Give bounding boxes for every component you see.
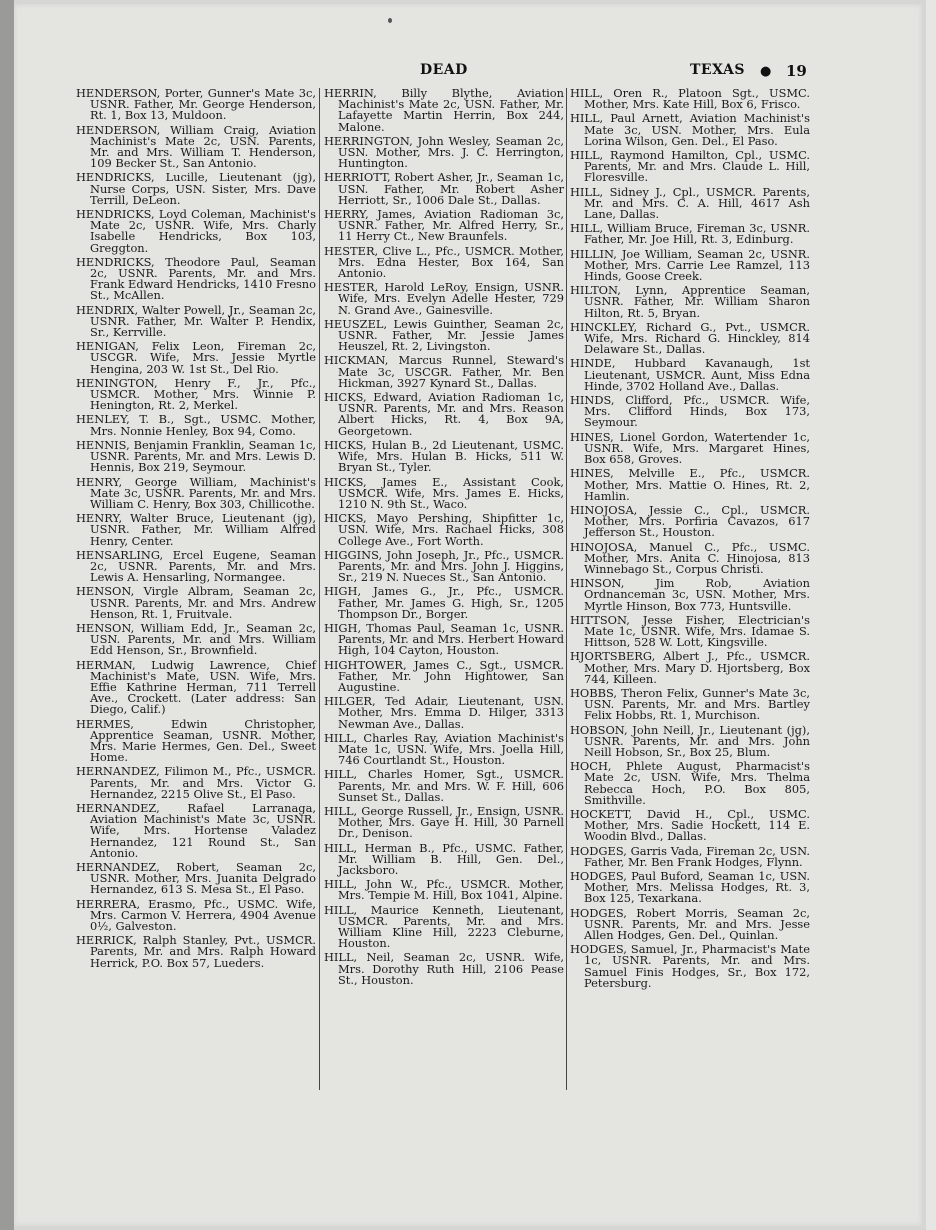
casualty-entry: HENDERSON, Porter, Gunner's Mate 3c, USNR. Father, Mr. George Henderson, Rt. 1, Box 13, Muldoon. xyxy=(76,86,316,123)
casualty-entry: HIGGINS, John Joseph, Jr., Pfc., USMCR. Parents, Mr. and Mrs. John J. Higgins, Sr., 219 N. Nueces St., San Antonio. xyxy=(324,547,564,585)
casualty-entry: HODGES, Robert Morris, Seaman 2c, USNR. Parents, Mr. and Mrs. Jesse Allen Hodges, Gen. Del., Quinlan. xyxy=(570,905,810,943)
casualty-entry: HILL, George Russell, Jr., Ensign, USNR. Mother, Mrs. Gaye H. Hill, 30 Parnell Dr., Denison. xyxy=(324,803,564,841)
column-1 xyxy=(76,88,316,972)
casualty-entry: HENIGAN, Felix Leon, Fireman 2c, USCGR. Wife, Mrs. Jessie Myrtle Hengina, 203 W. 1st St., Del Rio. xyxy=(76,339,316,376)
casualty-entry: HERMAN, Ludwig Lawrence, Chief Machinist's Mate, USN. Wife, Mrs. Effie Kathrine Herman, 711 Terrell Ave., Crockett. (Later address: San Diego, Calif.) xyxy=(76,657,316,717)
bullet-icon: ● xyxy=(760,64,772,79)
dust-speck xyxy=(388,18,392,23)
page-header xyxy=(14,62,922,84)
casualty-entry: HINES, Melville E., Pfc., USMCR. Mother, Mrs. Mattie O. Hines, Rt. 2, Hamlin. xyxy=(570,466,810,503)
casualty-entry: HERNANDEZ, Robert, Seaman 2c, USNR. Mother, Mrs. Juanita Delgrado Hernandez, 613 S. Mesa St., El Paso. xyxy=(76,860,316,897)
casualty-entry: HODGES, Garris Vada, Fireman 2c, USN. Father, Mr. Ben Frank Hodges, Flynn. xyxy=(570,843,810,869)
column-3 xyxy=(570,88,810,992)
casualty-entry: HOBBS, Theron Felix, Gunner's Mate 3c, USN. Parents, Mr. and Mrs. Bartley Felix Hobbs, Rt. 1, Murchison. xyxy=(570,685,810,723)
casualty-entry: HICKMAN, Marcus Runnel, Steward's Mate 3c, USCGR. Father, Mr. Ben Hickman, 3927 Kynard St., Dallas. xyxy=(324,353,564,390)
casualty-entry: HENSARLING, Ercel Eugene, Seaman 2c, USNR. Parents, Mr. and Mrs. Lewis A. Hensarling, Normangee. xyxy=(76,547,316,585)
casualty-entry: HINDE, Hubbard Kavanaugh, 1st Lieutenant, USMCR. Aunt, Miss Edna Hinde, 3702 Holland Ave., Dallas. xyxy=(570,356,810,393)
column-2 xyxy=(324,88,564,989)
casualty-entry: HODGES, Samuel, Jr., Pharmacist's Mate 1c, USNR. Parents, Mr. and Mrs. Samuel Finis Hodges, Sr., Box 172, Petersburg. xyxy=(570,942,810,990)
casualty-entry: HILL, Oren R., Platoon Sgt., USMC. Mother, Mrs. Kate Hill, Box 6, Frisco. xyxy=(570,86,810,112)
casualty-entry: HILL, Maurice Kenneth, Lieutenant, USMCR. Parents, Mr. and Mrs. William Kline Hill, 2223 Cleburne, Houston. xyxy=(324,902,564,951)
casualty-entry: HINOJOSA, Manuel C., Pfc., USMC. Mother, Mrs. Anita C. Hinojosa, 813 Winnebago St., Corpus Christi. xyxy=(570,539,810,576)
casualty-entry: HJORTSBERG, Albert J., Pfc., USMCR. Mother, Mrs. Mary D. Hjortsberg, Box 744, Killeen. xyxy=(570,649,810,686)
casualty-entry: HILL, Paul Arnett, Aviation Machinist's Mate 3c, USN. Mother, Mrs. Eula Lorina Wilson, Gen. Del., El Paso. xyxy=(570,111,810,148)
casualty-entry: HILL, Raymond Hamilton, Cpl., USMC. Parents, Mr. and Mrs. Claude L. Hill, Floresville. xyxy=(570,148,810,185)
casualty-entry: HENSON, William Edd, Jr., Seaman 2c, USN. Parents, Mr. and Mrs. William Edd Henson, Sr., Brownfield. xyxy=(76,620,316,658)
casualty-entry: HERRINGTON, John Wesley, Seaman 2c, USN. Mother, Mrs. J. C. Herrington, Huntington. xyxy=(324,133,564,171)
casualty-entry: HOCH, Phlete August, Pharmacist's Mate 2c, USN. Wife, Mrs. Thelma Rebecca Hoch, P.O. Box 805, Smithville. xyxy=(570,759,810,807)
casualty-entry: HILTON, Lynn, Apprentice Seaman, USNR. Father, Mr. William Sharon Hilton, Rt. 5, Bryan. xyxy=(570,283,810,320)
casualty-entry: HIGH, James G., Jr., Pfc., USMCR. Father, Mr. James G. High, Sr., 1205 Thompson Dr., Borger. xyxy=(324,584,564,621)
document-page xyxy=(14,4,922,1226)
casualty-entry: HENSON, Virgle Albram, Seaman 2c, USNR. Parents, Mr. and Mrs. Andrew Henson, Rt. 1, Fruitvale. xyxy=(76,584,316,621)
casualty-entry: HENDRICKS, Lucille, Lieutenant (jg), Nurse Corps, USN. Sister, Mrs. Dave Terrill, DeLeon. xyxy=(76,170,316,207)
casualty-entry: HENINGTON, Henry F., Jr., Pfc., USMCR. Mother, Mrs. Winnie P. Henington, Rt. 2, Merkel. xyxy=(76,375,316,413)
scan-edge-right xyxy=(926,0,936,1230)
casualty-entry: HERRY, James, Aviation Radioman 3c, USNR. Father, Mr. Alfred Herry, Sr., 11 Herry Ct., New Braunfels. xyxy=(324,207,564,244)
casualty-entry: HENNIS, Benjamin Franklin, Seaman 1c, USNR. Parents, Mr. and Mrs. Lewis D. Hennis, Box 219, Seymour. xyxy=(76,437,316,475)
casualty-entry: HERRIOTT, Robert Asher, Jr., Seaman 1c, USN. Father, Mr. Robert Asher Herriott, Sr., 1006 Dale St., Dallas. xyxy=(324,170,564,207)
casualty-entry: HILLIN, Joe William, Seaman 2c, USNR. Mother, Mrs. Carrie Lee Ramzel, 113 Hinds, Goose Creek. xyxy=(570,246,810,284)
column-divider xyxy=(319,88,320,1090)
casualty-entry: HESTER, Clive L., Pfc., USMCR. Mother, Mrs. Edna Hester, Box 164, San Antonio. xyxy=(324,243,564,281)
casualty-entry: HILL, William Bruce, Fireman 3c, USNR. Father, Mr. Joe Hill, Rt. 3, Edinburg. xyxy=(570,221,810,247)
casualty-entry: HERRICK, Ralph Stanley, Pvt., USMCR. Parents, Mr. and Mrs. Ralph Howard Herrick, P.O. Box 57, Lueders. xyxy=(76,933,316,970)
casualty-entry: HIGH, Thomas Paul, Seaman 1c, USNR. Parents, Mr. and Mrs. Herbert Howard High, 104 Cayton, Houston. xyxy=(324,620,564,658)
casualty-entry: HINSON, Jim Rob, Aviation Ordnanceman 3c, USN. Mother, Mrs. Myrtle Hinson, Box 773, Huntsville. xyxy=(570,576,810,613)
casualty-entry: HOBSON, John Neill, Jr., Lieutenant (jg), USNR. Parents, Mr. and Mrs. John Neill Hobson, Sr., Box 25, Blum. xyxy=(570,722,810,759)
casualty-entry: HESTER, Harold LeRoy, Ensign, USNR. Wife, Mrs. Evelyn Adelle Hester, 729 N. Grand Ave., Gainesville. xyxy=(324,280,564,317)
casualty-entry: HICKS, Hulan B., 2d Lieutenant, USMC. Wife, Mrs. Hulan B. Hicks, 511 W. Bryan St., Tyler. xyxy=(324,437,564,475)
casualty-entry: HODGES, Paul Buford, Seaman 1c, USN. Mother, Mrs. Melissa Hodges, Rt. 3, Box 125, Texarkana. xyxy=(570,869,810,906)
casualty-entry: HENDRIX, Walter Powell, Jr., Seaman 2c, USNR. Father, Mr. Walter P. Hendix, Sr., Kerrville. xyxy=(76,302,316,340)
casualty-entry: HILGER, Ted Adair, Lieutenant, USN. Mother, Mrs. Emma D. Hilger, 3313 Newman Ave., Dallas. xyxy=(324,694,564,731)
column-divider xyxy=(566,88,567,1090)
casualty-entry: HICKS, Edward, Aviation Radioman 1c, USNR. Parents, Mr. and Mrs. Reason Albert Hicks, Rt. 4, Box 9A, Georgetown. xyxy=(324,390,564,438)
casualty-entry: HENDERSON, William Craig, Aviation Machinist's Mate 2c, USN. Parents, Mr. and Mrs. William T. Henderson, 109 Becker St., San Antonio. xyxy=(76,122,316,171)
page-number: 19 xyxy=(786,62,807,80)
casualty-entry: HICKS, James E., Assistant Cook, USMCR. Wife, Mrs. James E. Hicks, 1210 N. 9th St., Waco. xyxy=(324,474,564,511)
casualty-entry: HERMES, Edwin Christopher, Apprentice Seaman, USNR. Mother, Mrs. Marie Hermes, Gen. Del., Sweet Home. xyxy=(76,716,316,765)
casualty-entry: HERRERA, Erasmo, Pfc., USMC. Wife, Mrs. Carmon V. Herrera, 4904 Avenue 0½, Galveston. xyxy=(76,896,316,934)
casualty-entry: HINES, Lionel Gordon, Watertender 1c, USNR. Wife, Mrs. Margaret Hines, Box 658, Groves. xyxy=(570,429,810,467)
casualty-entry: HILL, Charles Homer, Sgt., USMCR. Parents, Mr. and Mrs. W. F. Hill, 606 Sunset St., Dallas. xyxy=(324,767,564,804)
casualty-entry: HICKS, Mayo Pershing, Shipfitter 1c, USN. Wife, Mrs. Rachael Hicks, 308 College Ave., Fort Worth. xyxy=(324,511,564,548)
scan-edge-left xyxy=(0,0,14,1230)
casualty-entry: HILL, Charles Ray, Aviation Machinist's Mate 1c, USN. Wife, Mrs. Joella Hill, 746 Courtlandt St., Houston. xyxy=(324,730,564,768)
casualty-entry: HERRIN, Billy Blythe, Aviation Machinist's Mate 2c, USN. Father, Mr. Lafayette Martin Herrin, Box 244, Malone. xyxy=(324,86,564,134)
casualty-entry: HIGHTOWER, James C., Sgt., USMCR. Father, Mr. John Hightower, San Augustine. xyxy=(324,657,564,694)
casualty-entry: HINCKLEY, Richard G., Pvt., USMCR. Wife, Mrs. Richard G. Hinckley, 814 Delaware St., Dallas. xyxy=(570,319,810,357)
casualty-entry: HEUSZEL, Lewis Guinther, Seaman 2c, USNR. Father, Mr. Jessie James Heuszel, Rt. 2, Livingston. xyxy=(324,316,564,354)
casualty-entry: HILL, Neil, Seaman 2c, USNR. Wife, Mrs. Dorothy Ruth Hill, 2106 Pease St., Houston. xyxy=(324,950,564,987)
casualty-entry: HOCKETT, David H., Cpl., USMC. Mother, Mrs. Sadie Hockett, 114 E. Woodin Blvd., Dallas. xyxy=(570,806,810,844)
section-title: DEAD xyxy=(420,62,468,78)
casualty-entry: HILL, John W., Pfc., USMCR. Mother, Mrs. Tempie M. Hill, Box 1041, Alpine. xyxy=(324,877,564,903)
casualty-entry: HENRY, George William, Machinist's Mate 3c, USNR. Parents, Mr. and Mrs. William C. Henry, Box 303, Chillicothe. xyxy=(76,474,316,511)
casualty-entry: HITTSON, Jesse Fisher, Electrician's Mate 1c, USNR. Wife, Mrs. Idamae S. Hittson, 528 W. Lott, Kingsville. xyxy=(570,612,810,650)
casualty-entry: HILL, Sidney J., Cpl., USMCR. Parents, Mr. and Mrs. C. A. Hill, 4617 Ash Lane, Dallas. xyxy=(570,184,810,222)
casualty-entry: HENRY, Walter Bruce, Lieutenant (jg), USNR. Father, Mr. William Alfred Henry, Center. xyxy=(76,511,316,548)
casualty-entry: HENLEY, T. B., Sgt., USMC. Mother, Mrs. Nonnie Henley, Box 94, Como. xyxy=(76,412,316,438)
casualty-entry: HERNANDEZ, Rafael Larranaga, Aviation Machinist's Mate 3c, USNR. Wife, Mrs. Hortense Valadez Hernandez, 121 Round St., San Antonio. xyxy=(76,800,316,860)
casualty-entry: HERNANDEZ, Filimon M., Pfc., USMCR. Parents, Mr. and Mrs. Victor G. Hernandez, 2215 Olive St., El Paso. xyxy=(76,764,316,801)
state-name: TEXAS xyxy=(690,62,745,78)
casualty-entry: HINOJOSA, Jessie C., Cpl., USMCR. Mother, Mrs. Porfiria Cavazos, 617 Jefferson St., Houston. xyxy=(570,502,810,540)
casualty-entry: HENDRICKS, Loyd Coleman, Machinist's Mate 2c, USNR. Wife, Mrs. Charly Isabelle Hendricks, Box 103, Greggton. xyxy=(76,207,316,255)
casualty-entry: HENDRICKS, Theodore Paul, Seaman 2c, USNR. Parents, Mr. and Mrs. Frank Edward Hendricks, 1410 Fresno St., McAllen. xyxy=(76,254,316,303)
casualty-entry: HINDS, Clifford, Pfc., USMCR. Wife, Mrs. Clifford Hinds, Box 173, Seymour. xyxy=(570,393,810,430)
casualty-entry: HILL, Herman B., Pfc., USMC. Father, Mr. William B. Hill, Gen. Del., Jacksboro. xyxy=(324,840,564,877)
